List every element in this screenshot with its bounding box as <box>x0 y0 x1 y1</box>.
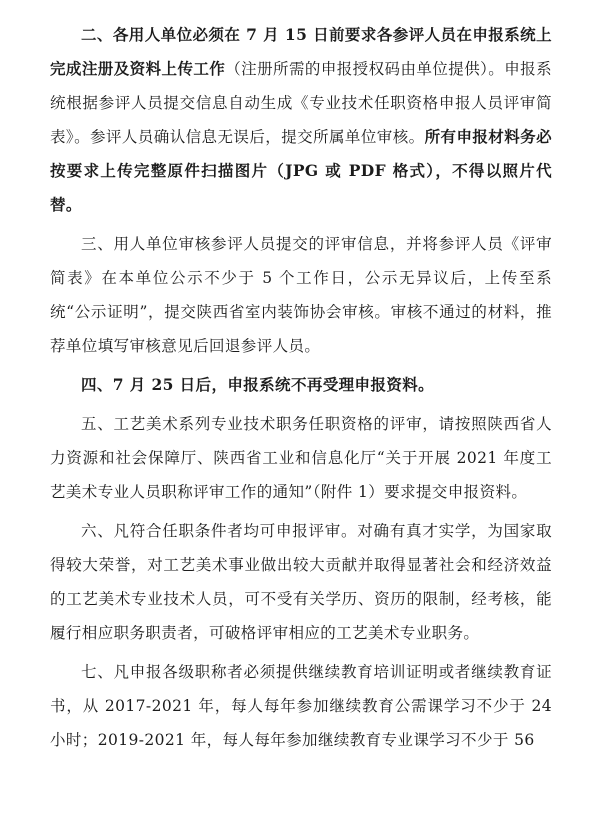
text-segment: 三、用人单位审核参评人员提交的评审信息，并将参评人员《评审简表》在本单位公示不少于 5 个工作日，公示无异议后，上传至系统“公示证明”，提交陕西省室内装饰协会审核。审核不通过的材料，推荐单位填写审核意见后回退参评人员。 <box>50 235 552 355</box>
text-segment: 六、凡符合任职条件者均可申报评审。对确有真才实学，为国家取得较大荣誉，对工艺美术事业做出较大贡献并取得显著社会和经济效益的工艺美术专业技术人员，可不受有关学历、资历的限制，经考核，能履行相应职务职责者，可破格评审相应的工艺美术专业职务。 <box>50 522 552 642</box>
paragraph-item-4 <box>50 368 552 402</box>
paragraph-item-5 <box>50 407 552 509</box>
text-segment: （注册所需的申报授权码由单位提供）。申报系统根据参评人员提交信息自动生成《专业技术任职资格申报人员评审简表》。参评人员确认信息无误后，提交所属单位审核。 <box>50 60 552 146</box>
text-segment: 七、凡申报各级职称者必须提供继续教育培训证明或者继续教育证书，从 2017-2021 年，每人每年参加继续教育公需课学习不少于 24 小时；2019-2021 年，每人每年参加继续教育专业课学习不少于 56 <box>50 663 552 749</box>
text-segment: 所有申报材料务必按要求上传完整原件扫描图片（JPG 或 PDF 格式），不得以照片代替。 <box>50 127 552 214</box>
paragraph-item-6 <box>50 514 552 650</box>
paragraph-item-3 <box>50 227 552 363</box>
paragraph-item-2 <box>50 18 552 222</box>
text-segment: 二、各用人单位必须在 7 月 15 日前要求各参评人员在申报系统上完成注册及资料上传工作 <box>50 25 552 78</box>
text-segment: 四、7 月 25 日后，申报系统不再受理申报资料。 <box>81 375 435 394</box>
text-segment: 五、工艺美术系列专业技术职务任职资格的评审，请按照陕西省人力资源和社会保障厅、陕西省工业和信息化厅“关于开展 2021 年度工艺美术专业人员职称评审工作的通知”（附件 1）要求提交申报资料。 <box>50 415 552 501</box>
paragraph-item-7 <box>50 655 552 757</box>
